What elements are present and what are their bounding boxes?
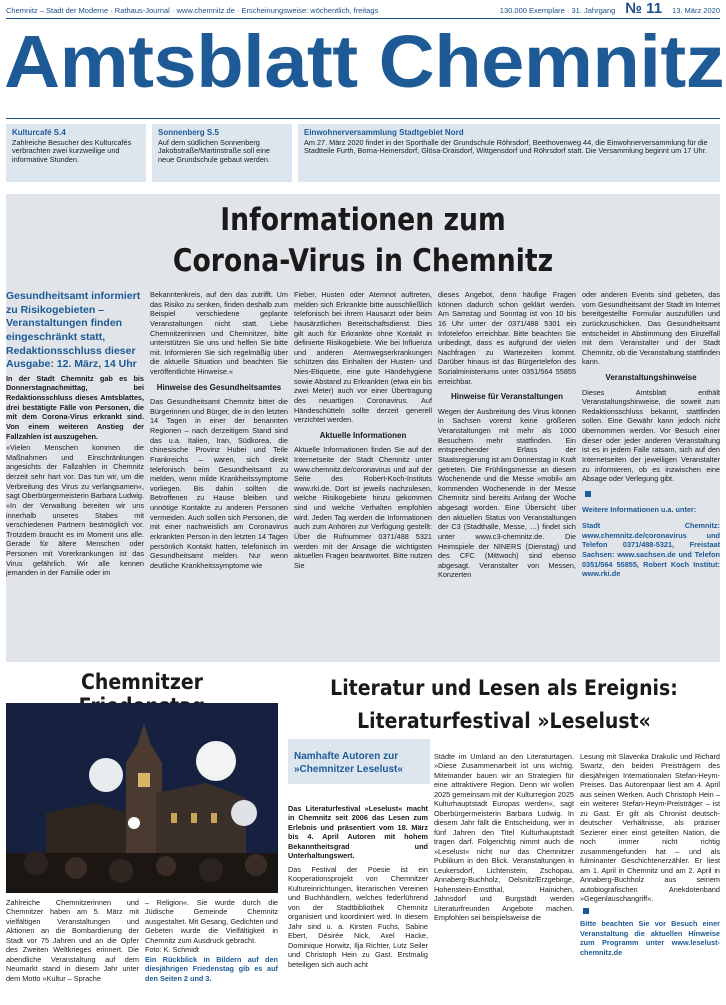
divider bbox=[6, 118, 720, 119]
headline-line: Literatur und Lesen als Ereignis: bbox=[330, 676, 678, 700]
teaser-einwohnerversammlung[interactable] bbox=[298, 124, 720, 182]
paragraph: Aktuelle Informationen finden Sie auf der Internetseite der Stadt Chemnitz unter www.chemnitz.de/coronavirus und auf der Seite des Robert-Koch-Instituts www.rki.de. Dort ist jeweils nachzulesen, welche Risikogebiete hinzu gekommen sind und welche Verhalten empfohlen wird. Jeden Tag werden die Informationen auch zum Anhören zur Verfügung gestellt: Über die Rufnummer 0371/488 5321 werden mit der Ansage die wichtigsten aktuellen Fragen beantwortet. Bitte nutzen Sie bbox=[294, 445, 432, 570]
caption-col-1 bbox=[6, 898, 139, 983]
leselust-col-2 bbox=[434, 752, 574, 1002]
leselust-box bbox=[288, 739, 430, 784]
circulation: 130.000 Exemplare · 31. Jahrgang bbox=[499, 5, 616, 15]
leselust-col-3 bbox=[580, 752, 720, 1002]
teaser-title: Sonnenberg S.5 bbox=[158, 128, 219, 137]
teaser-row bbox=[6, 124, 720, 182]
paragraph: Lesung mit Slavenka Drakulic und Richard Swartz, den beiden Preisträgern des diesjährigen Internationalen Stefan-Heym-Preises. Das Autorenpaar liest am 4. April aus seinen Werken. Auch Christoph Hein – ein weiterer Stefan-Heym-Preisträger – ist zu Gast. Er gilt als Chronist deutsch-deutscher Verhältnisse, als präziser Sezierer einer einst geteilten Nation, die noch immer nicht richtig zusammengefunden hat – und als fulminanter Geschichtenerzähler. Er liest am 1. April in Chemnitz und am 2. April in Annaberg-Buchholz aus seinem autobiografischen Anekdotenband »Gegenlauschangriff«. bbox=[580, 752, 720, 904]
teaser-title: Einwohnerversammlung Stadtgebiet Nord bbox=[304, 128, 464, 137]
corona-headline bbox=[56, 200, 670, 282]
photo-credit: Foto: K. Schmidt bbox=[145, 945, 199, 955]
paragraph: – Religion«. Sie wurde durch die Jüdische Gemeinde Chemnitz ausgestaltet. Mit Gesang, Gedichten und Gebeten wurde die Vielfältigkeit in Chemnitz zum Ausdruck gebracht. bbox=[145, 898, 278, 945]
divider bbox=[6, 18, 720, 19]
top-info-bar bbox=[6, 0, 720, 17]
headline-line: Corona-Virus in Chemnitz bbox=[172, 243, 554, 279]
corona-article bbox=[6, 194, 720, 662]
info-links[interactable]: Stadt Chemnitz: www.chemnitz.de/coronavirus und Telefon 0371/488-5321, Freistaat Sachsen: www.sachsen.de und Telefon 0351/564 55855, Robert Koch Institut: www.rki.de bbox=[582, 521, 720, 579]
leselust-box-title: Namhafte Autoren zur »Chemnitzer Leselust« bbox=[294, 751, 403, 775]
paragraph: Dieses Amtsblatt enthält Veranstaltungshinweise, die soweit zum Redaktionsschluss bekannt, stattfinden sollen. Eine Gewähr kann jedoch nicht übernommen werden. Vor Besuch einer dieser oder jeder anderen Veranstaltung ist es in jedem Falle ratsam, sich auf den Internetseiten der jeweiligen Veranstalter zu informieren, ob es inzwischen eine Absage oder Verlegung gibt. bbox=[582, 387, 720, 484]
publisher-line: Chemnitz – Stadt der Moderne · Rathaus-Journal · www.chemnitz.de · Erscheinungsweise: wöchentlich, freitags bbox=[6, 5, 379, 15]
leselust-col-1 bbox=[288, 752, 428, 1002]
corona-col-4 bbox=[438, 290, 576, 660]
headline-line: Informationen zum bbox=[220, 202, 506, 238]
teaser-kulturcafe[interactable] bbox=[6, 124, 146, 182]
paragraph: dieses Angebot, denn häufige Fragen können dadurch schon geklärt werden. Am Samstag und Sonntag ist von 10 bis 16 Uhr unter der 0371/488 5301 ein Infotelefon erreichbar. Bitte beachten Sie unbedingt, dass es aufgrund der vielen Nachfragen zu Wartezeiten kommt. Darüber hinaus ist das Bürgertelefon des Sozialministeriums unter 0351/564 55855 erreichbar. bbox=[438, 290, 576, 386]
leselust-columns bbox=[288, 752, 720, 1002]
issue-date: 13. März 2020 bbox=[672, 5, 720, 15]
corona-columns bbox=[6, 290, 720, 660]
friedenstag-photo-illustration bbox=[6, 703, 278, 893]
subheading: Hinweise für Veranstaltungen bbox=[450, 392, 564, 402]
more-info-heading: Weitere Informationen u.a. unter: bbox=[582, 505, 697, 515]
corona-lead: Gesundheitsamt informiert zu Risikogebieten – Veranstaltungen finden eingeschränkt statt, Redaktionsschluss dieser Ausgabe: 12. März, 14 Uhr bbox=[6, 290, 141, 371]
paragraph: Das Festival der Poesie ist ein Kooperationsprojekt von Chemnitzer Kultureinrichtungen, literarischen Vereinen und Buchhändlern, welches federführend von der Stadtbibliothek Chemnitz organisiert und koordiniert wird. In diesem Jahr sind u. a. Kirsten Fuchs, Sabine Ebert, Désirée Nick, Axel Hacke, Dominique Horwitz, Ilja Richter, Lutz Seiler und Christoph Hein zu Gast. Erstmalig beteiligen sich auch acht bbox=[288, 864, 428, 969]
corona-col-1 bbox=[6, 290, 144, 660]
subheading: Aktuelle Informationen bbox=[319, 430, 407, 440]
teaser-text: Auf dem südlichen Sonnenberg Jakobstraße/Martinstraße soll eine neue Grundschule gebaut werden. bbox=[158, 137, 270, 165]
teaser-sonnenberg[interactable] bbox=[152, 124, 292, 182]
paragraph: Bekanntenkreis, auf den das zutrifft. Um das Risiko zu senken, finden deshalb zum Beispiel verschiedene geplante Veranstaltungen nicht statt. Liebe Chemnitzerinnen und Chemnitzer, bitte unterstützen Sie uns und helfen Sie bitte mit. Informieren Sie sich regelmäßig über die aktuelle Situation und beachten Sie veröffentlichte Hinweise.« bbox=[150, 290, 288, 376]
paragraph: Städte im Umland an den Literaturtagen. »Diese Zusammenarbeit ist uns wichtig. Miteinander bauen wir an Strategien für eine attraktivere Region. Denn wir wollen 2025 gemeinsam mit der Kulturregion 2025 Kulturhauptstadt Europas werden«, sagt Oberbürgermeisterin Barbara Ludwig. In diesem Jahr fällt die Entscheidung, wer in fünf Jahren den Titel Kulturhauptstadt tragen darf. Folgerichtig nimmt auch die »Leselust« nicht nur das Chemnitzer Publikum in den Blick. Veranstaltungen in Leukersdorf, Lichtenstein, Zschopau, Annaberg-Buchholz, Oelsnitz/Erzgebirge, Hohenstein-Ernstthal, Hainichen, Jahnsdorf und Burgstädt werden Literaturfreunden Angebote machen. Empfohlen sei beispielsweise die bbox=[434, 752, 574, 923]
corona-col-2 bbox=[150, 290, 288, 660]
paragraph: »Vielen Menschen kommen die Maßnahmen und Einschränkungen angesichts der Fallzahlen in Chemnitz derzeit sehr hart vor. Das tun wir, um die Verbreitung des Virus zu verlangsamen«, sagt Oberbürgermeisterin Barbara Ludwig. »In der Verwaltung bereiten wir uns innerhalb unseres Stabes mit verschiedenen Partnern bestmöglich vor. Trotzdem braucht es im Moment uns alle. Gerade für ältere Menschen oder Personen mit Vorerkrankungen ist das Virus gefährlich. Wir alle kennen jemanden in der Familie oder im bbox=[6, 443, 144, 578]
corona-intro: In der Stadt Chemnitz gab es bis Donnerstagnachmittag, bei Redaktionsschluss dieses Amtsblattes, drei bestätigte Fälle von Personen, die mit dem Corona-Virus erkrankt sind. Von einem weiteren Anstieg der Fallzahlen ist auszugehen. bbox=[6, 373, 144, 441]
leselust-note-link[interactable]: Bitte beachten Sie vor Besuch einer Veranstaltung die aktuellen Hinweise zum Programm unter www.leselust-chemnitz.de bbox=[580, 919, 720, 957]
subheading: Hinweise des Gesundheitsamtes bbox=[156, 382, 282, 392]
corona-col-5 bbox=[582, 290, 720, 660]
issue-number: № 11 bbox=[625, 0, 663, 17]
paragraph: oder anderen Events sind gebeten, das vom Gesundheitsamt der Stadt im Internet bereitgestellte Formular auszufüllen und zurückzuschicken. Das Gesundheitsamt entscheidet in Abstimmung den Einzelfall mit dem Veranstalter und der Stadt Chemnitz, ob die Veranstaltung stattfinden kann. bbox=[582, 290, 720, 367]
masthead-title: Amtsblatt Chemnitz bbox=[4, 20, 725, 103]
headline-line: Literaturfestival »Leselust« bbox=[357, 709, 651, 733]
leselust-title bbox=[310, 672, 699, 738]
friedenstag-photo bbox=[6, 703, 278, 893]
paragraph: Fieber, Husten oder Atemnot auftreten, melden sich Erkrankte bitte ausschließlich telefonisch bei ihrem Hausarzt oder beim hausärztlichen Bereitschaftsdienst. Dies gilt auch für Erkrankte ohne Kontakt in definierte Risikogebiete. Wie bei Influenza und anderen Atemwegserkrankungen schützen das Einhalten der Husten- und Nies-Etiquette, eine gute Händehygiene sowie Abstand zu Erkrankten (etwa ein bis zwei Meter) auch vor einer Übertragung des neuartigen Coronavirus. Auf Händeschütteln sollte derzeit generell verzichtet werden. bbox=[294, 290, 432, 425]
paragraph: Zahlreiche Chemnitzerinnen und Chemnitzer haben am 5. März mit vielfältigen Veranstaltungen und Aktionen an die Bombardierung der Stadt vor 75 Jahren und an die Opfer des Zweiten Weltkrieges erinnert. Die abendliche Veranstaltung auf dem Neumarkt stand in diesem Jahr unter dem Motto »Kultur – Sprache bbox=[6, 898, 139, 983]
teaser-title: Kulturcafé S.4 bbox=[12, 128, 66, 137]
friedenstag-caption bbox=[6, 898, 278, 983]
paragraph: Wegen der Ausbreitung des Virus können in Sachsen vorerst keine größeren Veranstaltungen mit mehr als 1000 Besuchern mehr stattfinden. Ein entsprechender Erlass der Staatsregierung ist am Donnerstag in Kraft getreten. Die Frühlingsmesse an diesem Wochenende und die Messe »mobil« am kommenden Wochenende in der Messe Chemnitz sind bereits Anfang der Woche abgesagt worden. Eine Übersicht über den aktuellen Status von Veranstaltungen der C3 (Stadthalle, Messe, …) findet sich unter www.c3-chemnitz.de. Die Heimspiele der NINERS (Dienstag) und des CFC (Mittwoch) sind ebenso abgesagt. Veranstalter von Messen, Konzerten bbox=[438, 406, 576, 580]
end-mark-icon bbox=[583, 908, 589, 914]
friedenstag-title: Chemnitzer bbox=[81, 670, 203, 694]
subheading: Veranstaltungshinweise bbox=[605, 373, 697, 382]
more-photos-link[interactable]: Ein Rückblick in Bildern auf den diesjährigen Friedenstag gib es auf den Seiten 2 und 3. bbox=[145, 954, 278, 983]
teaser-text: Am 27. März 2020 findet in der Sporthalle der Grundschule Röhrsdorf, Beethovenweg 44, die Einwohnerversammlung für die Stadtteile Furth, Borna-Heinersdorf, Glösa-Draisdorf, Wittgensdorf und Röhrsdorf statt. Die Versammlung beginnt um 17 Uhr. bbox=[304, 137, 708, 156]
leselust-intro: Das Literaturfestival »Leselust« macht in Chemnitz seit 2006 das Lesen zum Erlebnis und präsentiert vom 18. März bis 4. April Autoren mit hohem Bekanntheitsgrad und Unterhaltungswert. bbox=[288, 804, 428, 861]
paragraph: Das Gesundheitsamt Chemnitz bittet die Bürgerinnen und Bürger, die in den letzten 14 Tagen in einer der benannten Regionen – nach derzeitigem Stand sind das u.a. Italien, Iran, Südkorea, die chinesische Provinz Hubei und Teile Frankreichs – waren, sich direkt telefonisch beim Gesundheitsamt zu melden, wenn milde Krankheitssymptome vorliegen. Bis dahin sollten die Betroffenen zu Hause bleiben und unnötige Kontakte zu anderen Personen vermeiden. Auch sollen sich Personen, die mit einer nachweislich am Coronavirus erkrankten Person in den letzten 14 Tagen persönlich Kontakt hatten, telefonisch im Gesundheitsamt melden. Nur wenn deutliche Krankheitssymptome wie bbox=[150, 397, 288, 570]
corona-col-3 bbox=[294, 290, 432, 660]
teaser-text: Zahlreiche Besucher des Kulturcafés verbrachten zwei kurzweilige und informative Stunden. bbox=[12, 137, 132, 165]
caption-col-2 bbox=[145, 898, 278, 983]
end-mark-icon bbox=[585, 491, 591, 497]
